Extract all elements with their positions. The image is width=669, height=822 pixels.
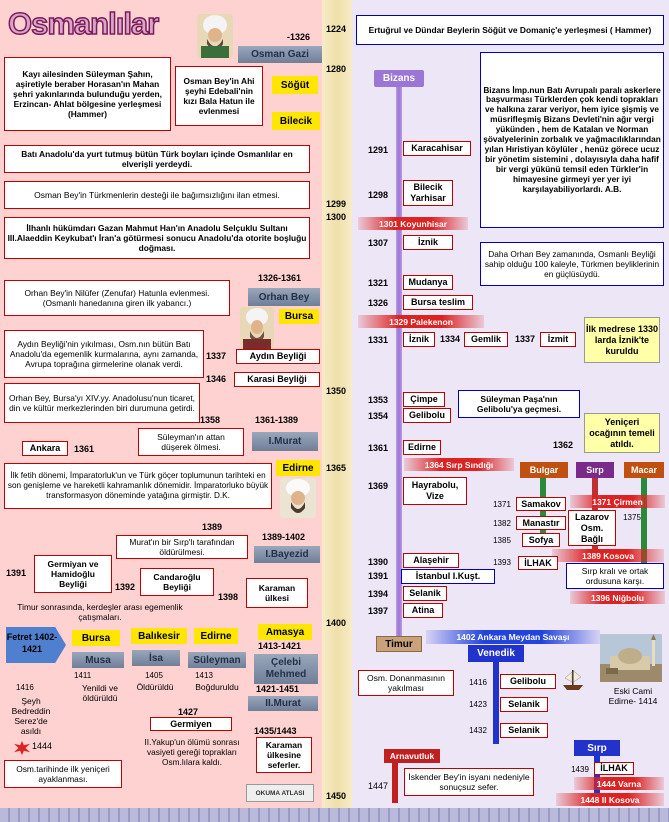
karaman-ulkesi: Karaman ülkesi — [246, 578, 308, 608]
bayezid-label: I.Bayezid — [254, 546, 320, 563]
logo-text: OKUMA ATLASI — [255, 789, 305, 797]
cimpe-box: Çimpe — [403, 392, 445, 407]
ankara-box: Ankara — [22, 441, 68, 456]
year-1307: 1307 — [368, 238, 389, 248]
axis-band — [322, 0, 352, 810]
year-1432: 1432 — [469, 726, 487, 735]
axis-year: 1450 — [326, 791, 347, 801]
year-1416: 1416 — [16, 683, 34, 692]
istanbul-box: İstanbul I.Kuşt. — [401, 569, 495, 584]
cirmen-bar: 1371 Çirmen — [570, 495, 665, 508]
gemlik-box: Gemlik — [464, 332, 508, 347]
gelibolu2-box: Gelibolu — [500, 674, 556, 689]
iskender-note: İskender Bey'in isyanı nedeniyle sonuçsuz sefer. — [404, 768, 534, 796]
year-1375: 1375 — [623, 513, 641, 522]
ilhanli-note: İlhanlı hükümdarı Gazan Mahmut Han'ın Anadolu Selçuklu Sultanı III.Alaeddin Keykubat'ı İran'a götürmesi sonucu Anadolu'da otorite boşluğu doğması. — [4, 217, 310, 259]
edebali-note: Osman Bey'in Ahi şeyhi Edebali'nin kızı Bala Hatun ile evlenmesi — [175, 66, 263, 126]
samakov-box: Samakov — [516, 497, 566, 511]
selanik3-box: Selanik — [500, 723, 548, 738]
murat-label: I.Murat — [252, 432, 318, 451]
macar-tag: Macar — [624, 462, 664, 478]
karasi-year: 1346 — [206, 374, 227, 384]
fetret-label: Fetret 1402-1421 — [6, 632, 58, 654]
mudanya-box: Mudanya — [403, 275, 453, 290]
year-1390: 1390 — [368, 557, 389, 567]
sofya-box: Sofya — [522, 533, 560, 547]
burst-icon — [14, 741, 30, 755]
bati-anadolu-note: Batı Anadolu'da yurt tutmuş bütün Türk boyları içinde Osmanlılar en elverişli yerdeydi. — [4, 145, 310, 173]
year-1326: 1326 — [368, 298, 389, 308]
year-1444-left: 1444 — [32, 741, 53, 751]
year-1397: 1397 — [368, 606, 389, 616]
sirp2-label: Sırp — [574, 740, 620, 756]
timur-label: Timur — [376, 636, 422, 652]
bursa-tag: Bursa — [279, 309, 319, 324]
murat2-label: II.Murat — [248, 696, 318, 711]
manastir-box: Manastır — [516, 516, 566, 530]
axis-year: 1365 — [326, 463, 347, 473]
karacahisar-box: Karacahisar — [403, 141, 471, 156]
axis-year: 1400 — [326, 618, 347, 628]
kayi-note: Kayı ailesinden Süleyman Şahın, aşiretiyle beraber Horasan'ın Mahan şehri yakınlarında bulunduğu yerden, Erzincan- Ahlat bölgesine yerleşmesi (Hammer) — [4, 57, 171, 131]
year-1334: 1334 — [439, 334, 461, 344]
suleyman-label: Süleyman — [188, 652, 246, 668]
bilecik-tag: Bilecik — [272, 112, 320, 130]
year-1331: 1331 — [368, 335, 389, 345]
edirne-tag: Edirne — [276, 460, 320, 476]
ertugrul-note: Ertuğrul ve Dündar Beylerin Söğüt ve Domaniç'e yerleşmesi ( Hammer) — [356, 15, 664, 45]
year-1405: 1405 — [145, 671, 163, 680]
olduruldu-text: Öldürüldü — [136, 682, 174, 692]
axis-year: 1300 — [326, 212, 347, 222]
ilk-fetih-note: İlk fetih dönemi, İmparatorluk'un ve Türk göçer toplumunun tarihteki en son genişleme ve hareketli kahramanlık dönemidir. İmparatorluko büyük transformasyon döneminde yatağına girmiştir. D.K. — [4, 463, 272, 509]
year-1389-left: 1389 — [202, 522, 223, 532]
yeniceri-ayaklanma: Osm.tarihinde ilk yeniçeri ayaklanması. — [4, 760, 122, 788]
year-1321: 1321 — [368, 278, 389, 288]
year-1361-right: 1361 — [368, 443, 389, 453]
eski-cami-caption: Eski Cami Edirne- 1414 — [608, 686, 658, 706]
year-1361-left: 1361 — [74, 444, 95, 454]
donanma-note: Osm. Donanmasının yakılması — [358, 670, 454, 696]
year-1354: 1354 — [368, 411, 389, 421]
arnavutluk-line — [392, 763, 398, 803]
year-1413: 1413 — [195, 671, 213, 680]
arnavutluk-label: Arnavutluk — [384, 749, 440, 763]
mehmed-years: 1413-1421 — [258, 641, 302, 651]
bursa-merkez-note: Orhan Bey, Bursa'yı XIV.yy. Anadolusu'nun ticaret, din ve kültür merkezlerinden biri durumuna getirdi. — [4, 383, 200, 423]
yeniceri-ocagi-note: Yeniçeri ocağının temeli atıldı. — [584, 413, 660, 453]
bursa2-tag: Bursa — [72, 630, 120, 646]
nilufer-note: Orhan Bey'in Nilüfer (Zenufar) Hatunla evlenmesi. (Osmanlı hanedanına giren ilk yabancı.) — [4, 280, 230, 316]
murat2-years: 1421-1451 — [256, 684, 300, 694]
izmit-box: İzmit — [540, 332, 576, 347]
year-1298: 1298 — [368, 190, 389, 200]
yakup-note: II.Yakup'un ölümü sonrası vasiyeti gereği toprakları Osm.lılara kaldı. — [144, 737, 240, 767]
alasehir-box: Alaşehir — [403, 553, 459, 568]
ilhak2-box: İLHAK — [594, 762, 634, 775]
year-1427: 1427 — [178, 707, 199, 717]
year-1369: 1369 — [368, 481, 389, 491]
palekenon-bar: 1329 Palekenon — [358, 315, 484, 328]
nigbolu-bar: 1396 Niğbolu — [570, 591, 665, 604]
bursa-teslim-box: Bursa teslim — [403, 295, 473, 310]
bulgar-tag: Bulgar — [520, 462, 568, 478]
germiyan-hamid: Germiyan ve Hamidoğlu Beyliği — [34, 555, 112, 593]
orhan-bey-label: Orhan Bey — [248, 288, 320, 306]
karasi-beyligi: Karasi Beyliği — [234, 372, 320, 387]
iznik2-box: İznik — [403, 332, 435, 347]
sirp-sindigi-bar: 1364 Sırp Sındığı — [404, 458, 514, 471]
bilecik-yarhisar-box: Bilecik Yarhisar — [403, 180, 453, 206]
aydin-beyligi: Aydın Beyliği — [236, 349, 320, 364]
timur-sonrasi: Timur sonrasında, kerdeşler arası egemenlik çatışmaları. — [17, 602, 183, 622]
page-title: Osmanlılar — [8, 6, 159, 41]
year-1398: 1398 — [218, 592, 239, 602]
orhan-100-note: Daha Orhan Bey zamanında, Osmanlı Beyliği sahip olduğu 100 kaleyle, Türkmen beyliklerinin en güçlüsüydü. — [480, 242, 664, 286]
bayezid-years: 1389-1402 — [262, 532, 306, 542]
kosova-bar: 1389 Kosova — [552, 549, 664, 562]
karaman-seferler: Karaman ülkesine seferler. — [256, 737, 312, 773]
sirp-krali-note: Sırp kralı ve ortak ordusuna karşı. — [566, 563, 664, 589]
axis-year: 1299 — [326, 199, 347, 209]
year-1391-right: 1391 — [368, 571, 389, 581]
germiyen-box: Germiyen — [150, 717, 232, 731]
murat-portrait — [280, 478, 316, 518]
ship-icon — [560, 667, 586, 693]
okuma-atlasi-logo — [246, 784, 314, 802]
hayrabolu-box: Hayrabolu, Vize — [403, 477, 467, 505]
bizans-note: Bizans İmp.nun Batı Avrupalı paralı askerlere başvurması Türklerden çok kendi toprakları ve halkına zarar veriyor, hem iyice şişmiş ve müsrifleşmiş Bizans Devleti'nin ağır vergi yükünden , hem de Katalan ve Norman şövalyelerinin zorbalık ve yağmacılıklarından yılan Hıristiyan köylüler , henüz görece ucuz bir yönetim sistemini , dolayısıyla daha hafif bir vergi yükünü temsil eden Türkler'in himayesine girmeyi yer yer iyi karşılayabiliyorlardı. A.B. — [480, 52, 664, 228]
yenildi-text: Yenildi ve öldürüldü — [81, 683, 119, 703]
year-1392: 1392 — [115, 582, 136, 592]
year-1393: 1393 — [493, 558, 511, 567]
year-1362: 1362 — [553, 440, 574, 450]
ankara-savasi-bar: 1402 Ankara Meydan Savaşı — [426, 630, 600, 644]
year-1385: 1385 — [493, 536, 511, 545]
year-1337-right: 1337 — [514, 334, 536, 344]
bogduruldu-text: Boğduruldu — [195, 682, 239, 692]
axis-year: 1350 — [326, 386, 347, 396]
axis-year: 1280 — [326, 64, 347, 74]
osman-end-year: -1326 — [287, 32, 311, 42]
gelibolu-box: Gelibolu — [403, 408, 451, 423]
year-1411: 1411 — [74, 671, 92, 680]
turkmen-note: Osman Bey'in Türkmenlerin desteği ile bağımsızlığını ilan etmesi. — [4, 181, 310, 209]
koyunhisar-bar: 1301 Koyunhisar — [358, 217, 468, 230]
ilhak-box: İLHAK — [518, 556, 558, 570]
selanik-box: Selanik — [403, 586, 447, 601]
edirne-box: Edirne — [403, 440, 441, 455]
edirne2-tag: Edirne — [194, 628, 238, 644]
iznik-box: İznik — [403, 235, 453, 250]
osman-gazi-label: Osman Gazi — [238, 46, 322, 63]
year-1371: 1371 — [493, 500, 511, 509]
kosova2-bar: 1448 II Kosova — [556, 793, 664, 806]
atina-box: Atina — [403, 603, 443, 618]
year-1353: 1353 — [368, 395, 389, 405]
year-1391-left: 1391 — [6, 568, 27, 578]
murat-oldu-note: Murat'ın bir Sırp'lı tarafından öldürülmesi. — [116, 535, 248, 559]
year-1439: 1439 — [571, 765, 589, 774]
year-1394: 1394 — [368, 589, 389, 599]
suleyman-atti-note: Süleyman'ın attan düşerek ölmesi. — [138, 428, 244, 456]
isa-label: İsa — [132, 650, 180, 666]
seyh-bedreddin: Şeyh Bedreddin Serez'de asıldı — [11, 696, 51, 736]
celebi-mehmed-label: Çelebi Mehmed — [254, 654, 318, 684]
sirp-tag: Sırp — [576, 462, 614, 478]
musa-label: Musa — [72, 652, 124, 668]
orhan-years: 1326-1361 — [258, 273, 302, 283]
year-1382: 1382 — [493, 519, 511, 528]
osman-portrait — [197, 14, 233, 58]
aydin-year: 1337 — [206, 351, 227, 361]
bottom-bar — [0, 808, 669, 822]
eski-cami-image — [600, 634, 662, 682]
balikesir-tag: Balıkesir — [131, 628, 187, 644]
bizans-line — [396, 82, 402, 642]
suleyman-pasa-note: Süleyman Paşa'nın Gelibolu'ya geçmesi. — [458, 390, 580, 418]
year-1291: 1291 — [368, 145, 389, 155]
year-1423: 1423 — [469, 700, 487, 709]
murat-years: 1361-1389 — [255, 415, 299, 425]
sogut-tag: Söğüt — [272, 76, 318, 94]
venedik-line — [493, 662, 499, 744]
ilk-medrese-note: İlk medrese 1330 larda İznik'te kuruldu — [584, 317, 660, 363]
aydin-note: Aydın Beyliği'nin yıkılması, Osm.nın bütün Batı Anadolu'da egemenlik kurmalarına, aynı zamanda, Avrupa toprağına girmelerine olanak verdi. — [4, 330, 204, 378]
lazarov-box: Lazarov Osm. Bağlı — [568, 510, 616, 546]
venedik-label: Venedik — [468, 645, 524, 662]
year-1416-right: 1416 — [469, 678, 487, 687]
karaman-years: 1435/1443 — [254, 726, 297, 736]
year-1447: 1447 — [367, 781, 389, 791]
bizans-label: Bizans — [374, 70, 424, 87]
amasya-tag: Amasya — [258, 624, 312, 640]
orhan-portrait — [240, 307, 274, 349]
selanik2-box: Selanik — [500, 697, 548, 712]
candaroglu: Candaroğlu Beyliği — [140, 568, 214, 596]
year-1358: 1358 — [200, 415, 221, 425]
axis-year: 1224 — [326, 24, 347, 34]
varna-bar: 1444 Varna — [574, 777, 664, 790]
